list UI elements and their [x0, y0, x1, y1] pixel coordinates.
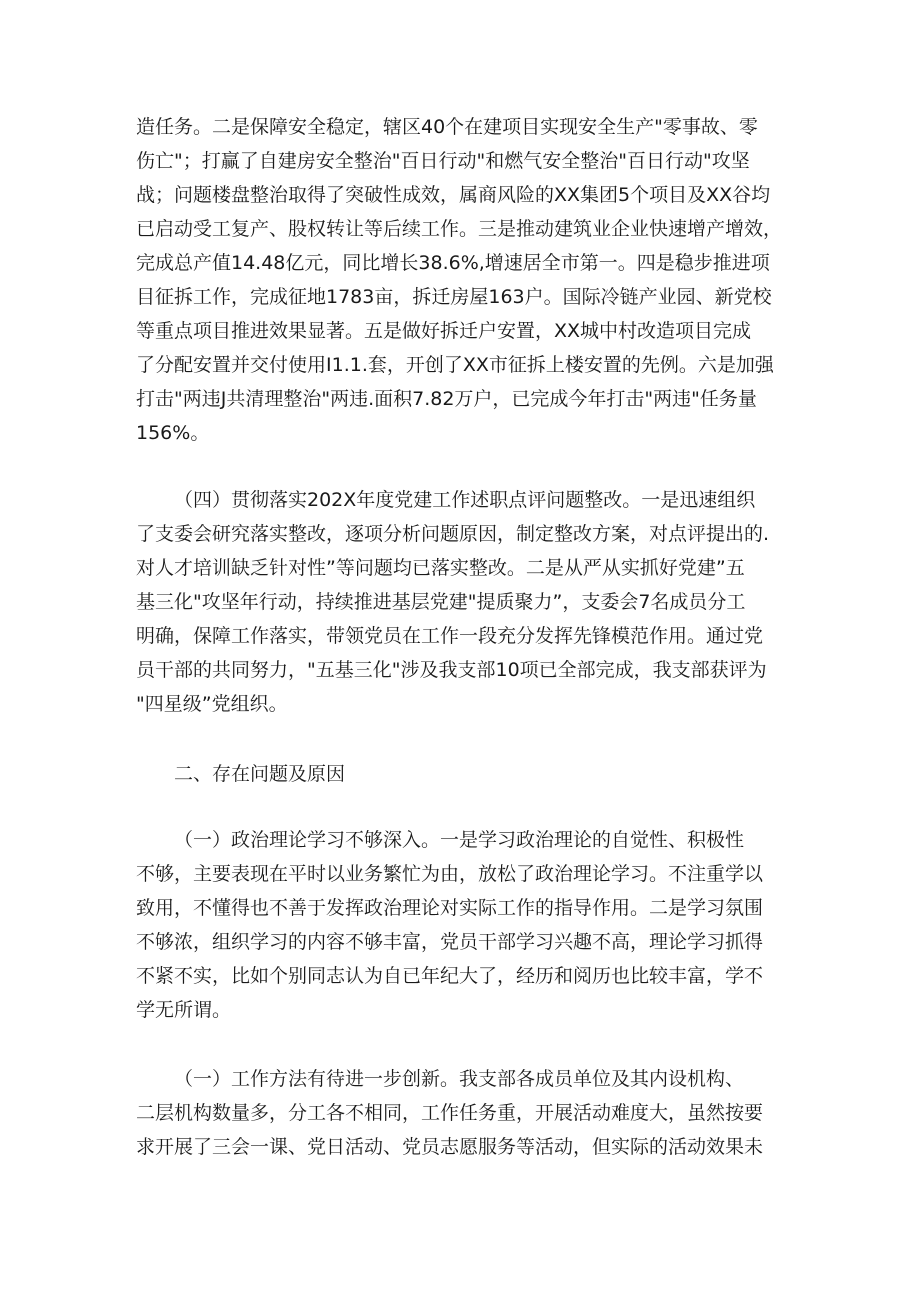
text-line: 对人才培训缺乏针对性”等问题均已落实整改。二是从严从实抓好党建”五 — [136, 557, 745, 579]
text-line: 基三化"攻坚年行动，持续推进基层党建"提质聚力”，支委会7名成员分工 — [136, 591, 746, 613]
text-line: 战；问题楼盘整治取得了突破性成效，属商风险的XX集团5个项目及XX谷均 — [136, 184, 771, 206]
paragraph-safety-and-construction — [136, 110, 786, 450]
text-line: 二层机构数量多，分工各不相同，工作任务重，开展活动难度大，虽然按要 — [136, 1102, 764, 1124]
text-line: 求开展了三会一课、党日活动、党员志愿服务等活动，但实际的活动效果未 — [136, 1136, 764, 1158]
text-line: 明确，保障工作落实，带领党员在工作一段充分发挥先锋模范作用。通过党 — [136, 625, 764, 647]
text-line: 了支委会研究落实整改，逐项分析问题原因，制定整改方案，对点评提出的. — [136, 523, 770, 545]
text-line: 156%。 — [136, 422, 210, 444]
section-heading — [136, 757, 786, 791]
text-line: 目征拆工作，完成征地1783亩，拆迁房屋163户。国际冷链产业园、新党校 — [136, 286, 772, 308]
text-line: "四星级”党组织。 — [136, 693, 288, 715]
text-line: 伤亡"；打赢了自建房安全整治"百日行动"和燃气安全整治"百日行动"攻坚 — [136, 150, 750, 172]
section-heading-text: 二、存在问题及原因 — [174, 763, 346, 785]
text-line: 等重点项目推进效果显著。五是做好拆迁户安置，XX城中村改造项目完成 — [136, 320, 752, 342]
paragraph-work-methods — [136, 1062, 786, 1164]
text-line: 员干部的共同努力，"五基三化"涉及我支部10项已全部完成，我支部获评为 — [136, 659, 767, 681]
paragraph-theory-study — [136, 823, 786, 1027]
text-line: （四）贯彻落实202X年度党建工作述职点评问题整改。一是迅速组织 — [174, 489, 756, 511]
text-line: 致用，不懂得也不善于发挥政治理论对实际工作的指导作用。二是学习氛围 — [136, 897, 764, 919]
text-line: 了分配安置并交付使用I1.1.套，开创了XX市征拆上楼安置的先例。六是加强 — [136, 354, 774, 376]
text-line: 打击"两违J共清理整治"两违.面积7.82万户，已完成今年打击"两违"任务量 — [136, 388, 757, 410]
text-line: 已启动受工复产、股权转让等后续工作。三是推动建筑业企业快速增产增效， — [136, 218, 783, 240]
paragraph-rectification — [136, 483, 786, 721]
text-line: 不够浓，组织学习的内容不够丰富，党员干部学习兴趣不高，理论学习抓得 — [136, 931, 764, 953]
text-line: （一）工作方法有待进一步创新。我支部各成员单位及其内设机构、 — [174, 1068, 745, 1090]
text-line: 不紧不实，比如个别同志认为自已年纪大了，经历和阅历也比较丰富，学不 — [136, 965, 764, 987]
text-line: （一）政治理论学习不够深入。一是学习政治理论的自觉性、积极性 — [174, 829, 745, 851]
text-line: 学无所谓。 — [136, 999, 232, 1021]
text-line: 不够，主要表现在平时以业务繁忙为由，放松了政治理论学习。不注重学以 — [136, 863, 764, 885]
text-line: 造任务。二是保障安全稳定，辖区40个在建项目实现安全生产"零事故、零 — [136, 116, 758, 138]
text-line: 完成总产值14.48亿元，同比增长38.6%,增速居全市第一。四是稳步推进项 — [136, 252, 770, 274]
